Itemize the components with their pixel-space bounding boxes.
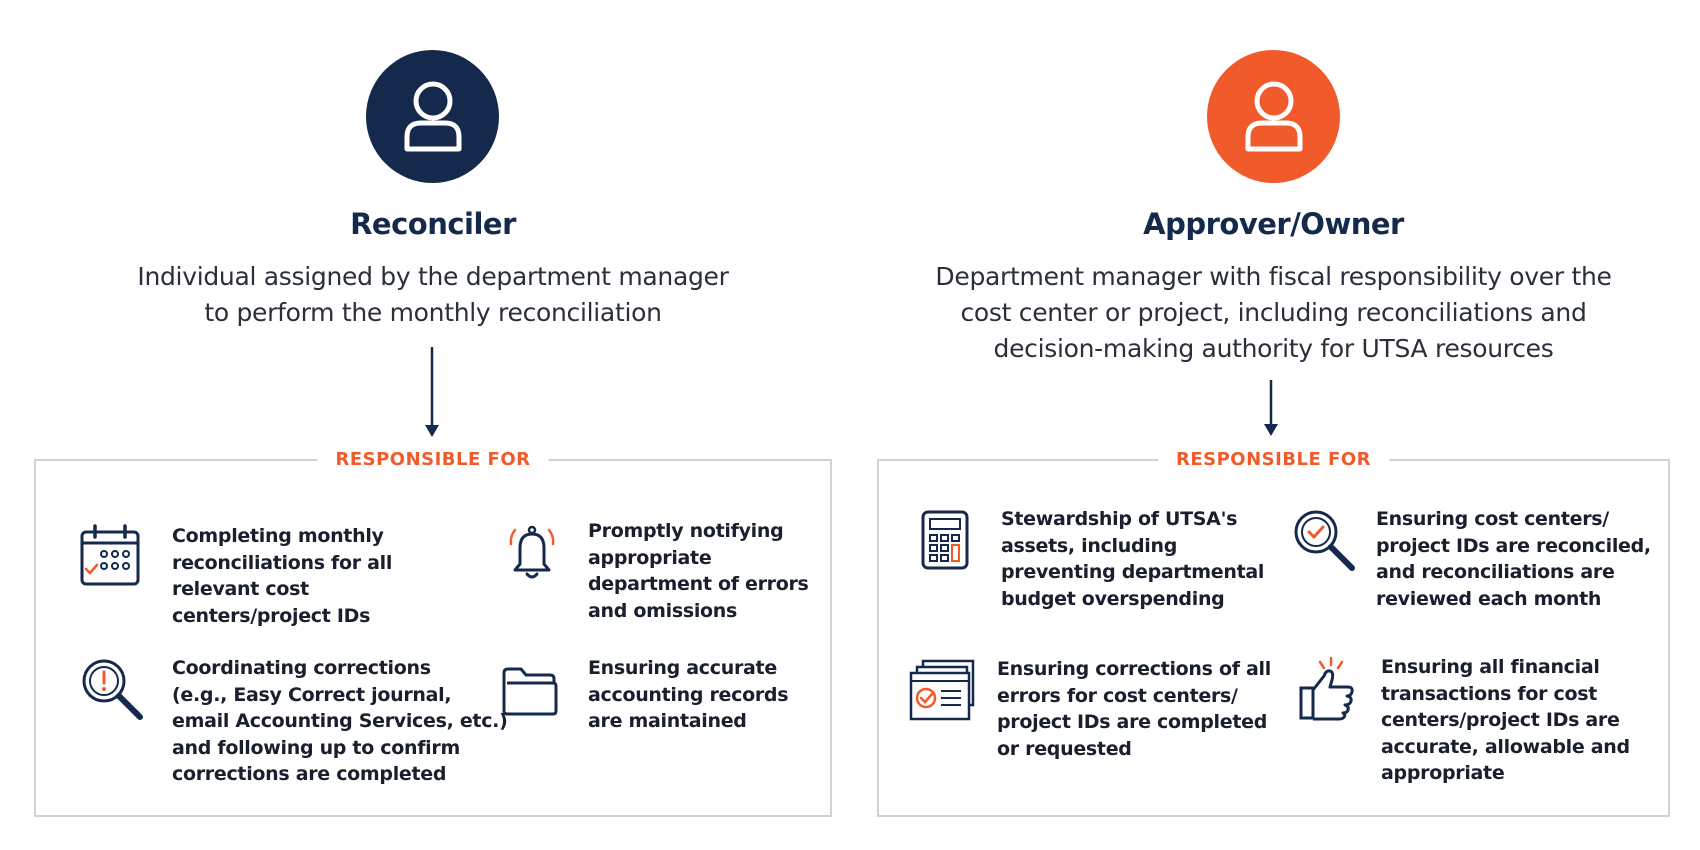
- calculator-icon: [917, 506, 973, 574]
- item-text: Ensuring cost centers/ project IDs are reconciled, and reconciliations are reviewed each month: [1376, 508, 1651, 610]
- list-item: [76, 521, 392, 629]
- down-arrow-icon: [1262, 380, 1280, 438]
- approver-owner-column: [877, 0, 1670, 850]
- calendar-check-icon: [76, 521, 144, 589]
- list-item: [78, 655, 507, 788]
- bell-alert-icon: [502, 518, 562, 586]
- list-item: [502, 518, 809, 624]
- thumbs-up-icon: [1297, 655, 1359, 723]
- item-text: Ensuring corrections of all errors for cost centers/ project IDs are completed or requested: [997, 658, 1271, 760]
- item-text: Completing monthly reconciliations for all relevant cost centers/project IDs: [172, 525, 393, 627]
- item-text: Coordinating corrections (e.g., Easy Correct journal, email Accounting Services, etc.) and following up to confirm corrections are completed: [172, 657, 508, 785]
- folder-icon: [500, 657, 560, 725]
- reconciler-column: [34, 0, 832, 850]
- list-item: [1290, 506, 1651, 612]
- list-item: [500, 657, 788, 735]
- magnifier-alert-icon: [78, 655, 146, 723]
- item-text: Promptly notifying appropriate department of errors and omissions: [588, 520, 809, 622]
- reconciler-avatar: [366, 50, 499, 183]
- responsibilities-box: [34, 449, 832, 817]
- person-icon: [401, 79, 465, 155]
- role-title: Approver/Owner: [1143, 207, 1404, 241]
- item-text: Stewardship of UTSA's assets, including preventing departmental budget overspending: [1001, 508, 1265, 610]
- list-item: [909, 656, 1271, 762]
- documents-check-icon: [909, 656, 977, 724]
- approver-avatar: [1207, 50, 1340, 183]
- item-text: Ensuring all financial transactions for cost centers/project IDs are accurate, allowable and appropriate: [1381, 656, 1630, 784]
- list-item: [917, 506, 1264, 612]
- down-arrow-icon: [423, 347, 441, 439]
- section-label: RESPONSIBLE FOR: [317, 449, 548, 470]
- section-label: RESPONSIBLE FOR: [1158, 449, 1389, 470]
- role-description: Individual assigned by the department manager to perform the monthly reconciliation: [137, 262, 729, 327]
- person-icon: [1242, 79, 1306, 155]
- role-title: Reconciler: [350, 207, 516, 241]
- item-text: Ensuring accurate accounting records are maintained: [588, 657, 789, 732]
- magnifier-check-icon: [1290, 506, 1358, 574]
- list-item: [1297, 655, 1630, 787]
- responsibilities-box: [877, 449, 1670, 817]
- role-description: Department manager with fiscal responsibility over the cost center or project, including reconciliations and decision-making authority for UTSA resources: [935, 262, 1612, 363]
